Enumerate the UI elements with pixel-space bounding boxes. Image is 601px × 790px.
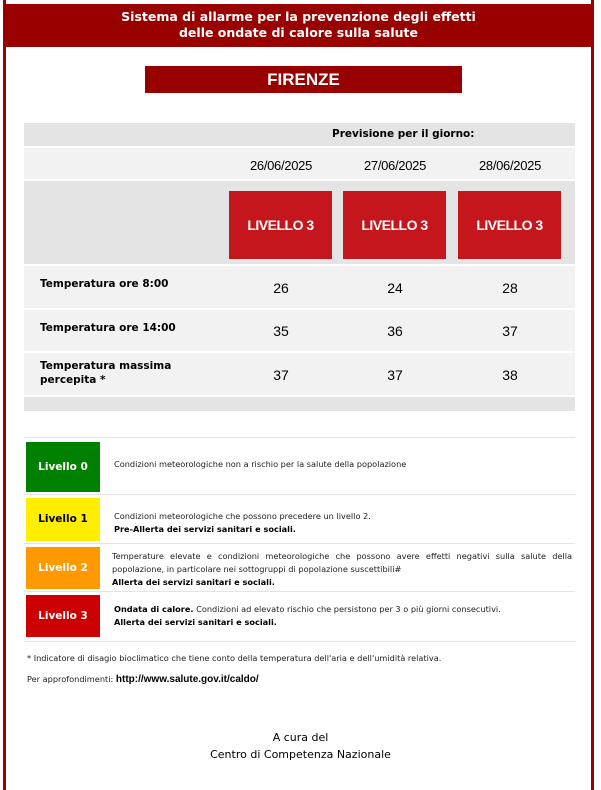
divider bbox=[24, 543, 575, 544]
more-info-label: Per approfondimenti: bbox=[27, 674, 114, 684]
temperature-value: 26 bbox=[273, 280, 289, 296]
level-3-swatch: Livello 3 bbox=[26, 595, 100, 637]
row-label: Temperatura ore 8:00 bbox=[40, 278, 169, 290]
perceived-max-row bbox=[24, 353, 575, 395]
temperature-value: 37 bbox=[273, 367, 289, 383]
temperature-value: 37 bbox=[387, 367, 403, 383]
row-label: Temperatura ore 14:00 bbox=[40, 322, 176, 334]
level-1-description bbox=[114, 510, 371, 536]
row-label-line1: Temperatura massima bbox=[40, 360, 172, 372]
header-title-line1: Sistema di allarme per la prevenzione degli effetti bbox=[121, 9, 476, 24]
temperature-value: 37 bbox=[502, 323, 518, 339]
credit bbox=[0, 729, 601, 763]
more-info bbox=[27, 674, 259, 685]
salute-caldo-link[interactable]: http://www.salute.gov.it/caldo/ bbox=[115, 674, 259, 685]
forecast-footer-row bbox=[24, 397, 575, 411]
level-0-swatch: Livello 0 bbox=[26, 442, 100, 492]
level-1-desc-text: Condizioni meteorologiche che possono precedere un livello 2. bbox=[114, 511, 371, 521]
level-badge: LIVELLO 3 bbox=[343, 191, 446, 259]
legend-level-3 bbox=[24, 595, 575, 637]
level-2-alert: Allerta dei servizi sanitari e sociali. bbox=[112, 577, 275, 587]
forecast-date: 28/06/2025 bbox=[478, 158, 542, 173]
forecast-date: 26/06/2025 bbox=[249, 158, 313, 173]
footnote: * Indicatore di disagio bioclimatico che tiene conto della temperatura dell'aria e dell'umidità relativa. bbox=[27, 653, 442, 663]
level-badge: LIVELLO 3 bbox=[458, 191, 561, 259]
row-label-line2: percepita * bbox=[40, 374, 106, 386]
legend-level-2 bbox=[24, 547, 575, 589]
forecast-date: 27/06/2025 bbox=[363, 158, 427, 173]
divider bbox=[24, 641, 575, 642]
level-1-alert: Pre-Allerta dei servizi sanitari e sociali. bbox=[114, 524, 296, 534]
divider bbox=[24, 591, 575, 592]
temperature-value: 35 bbox=[273, 323, 289, 339]
page-header bbox=[3, 4, 594, 47]
level-3-description bbox=[114, 603, 501, 629]
level-3-heatwave-label: Ondata di calore. bbox=[114, 604, 194, 614]
level-2-description bbox=[112, 550, 572, 589]
divider bbox=[24, 437, 575, 438]
temperature-value: 24 bbox=[387, 280, 403, 296]
credit-line1: A cura del bbox=[272, 731, 329, 744]
level-badge: LIVELLO 3 bbox=[229, 191, 332, 259]
level-2-desc-text: Temperature elevate e condizioni meteorologiche che possono avere effetti negativi sulla salute della popolazione, in particolare nei sottogruppi di popolazione suscettibili# bbox=[112, 551, 572, 574]
forecast-heading: Previsione per il giorno: bbox=[332, 128, 475, 140]
level-2-swatch: Livello 2 bbox=[26, 547, 100, 589]
row-label bbox=[40, 359, 171, 387]
legend-level-1 bbox=[24, 498, 575, 541]
level-3-alert: Allerta dei servizi sanitari e sociali. bbox=[114, 617, 277, 627]
legend-level-0 bbox=[24, 442, 575, 492]
level-3-desc-text: Condizioni ad elevato rischio che persistono per 3 o più giorni consecutivi. bbox=[193, 604, 501, 614]
forecast-dates-row bbox=[24, 148, 575, 179]
forecast-heading-row bbox=[24, 123, 575, 146]
page-frame bbox=[3, 0, 594, 790]
level-1-swatch: Livello 1 bbox=[26, 498, 100, 541]
forecast-levels-row bbox=[24, 181, 575, 264]
temperature-8-row bbox=[24, 266, 575, 308]
city-title: FIRENZE bbox=[145, 66, 462, 93]
temperature-value: 38 bbox=[502, 367, 518, 383]
credit-line2: Centro di Competenza Nazionale bbox=[210, 748, 391, 761]
temperature-14-row bbox=[24, 310, 575, 351]
temperature-value: 36 bbox=[387, 323, 403, 339]
divider bbox=[24, 494, 575, 495]
level-0-description: Condizioni meteorologiche non a rischio per la salute della popolazione bbox=[114, 459, 407, 469]
header-title-line2: delle ondate di calore sulla salute bbox=[178, 25, 418, 40]
temperature-value: 28 bbox=[502, 280, 518, 296]
